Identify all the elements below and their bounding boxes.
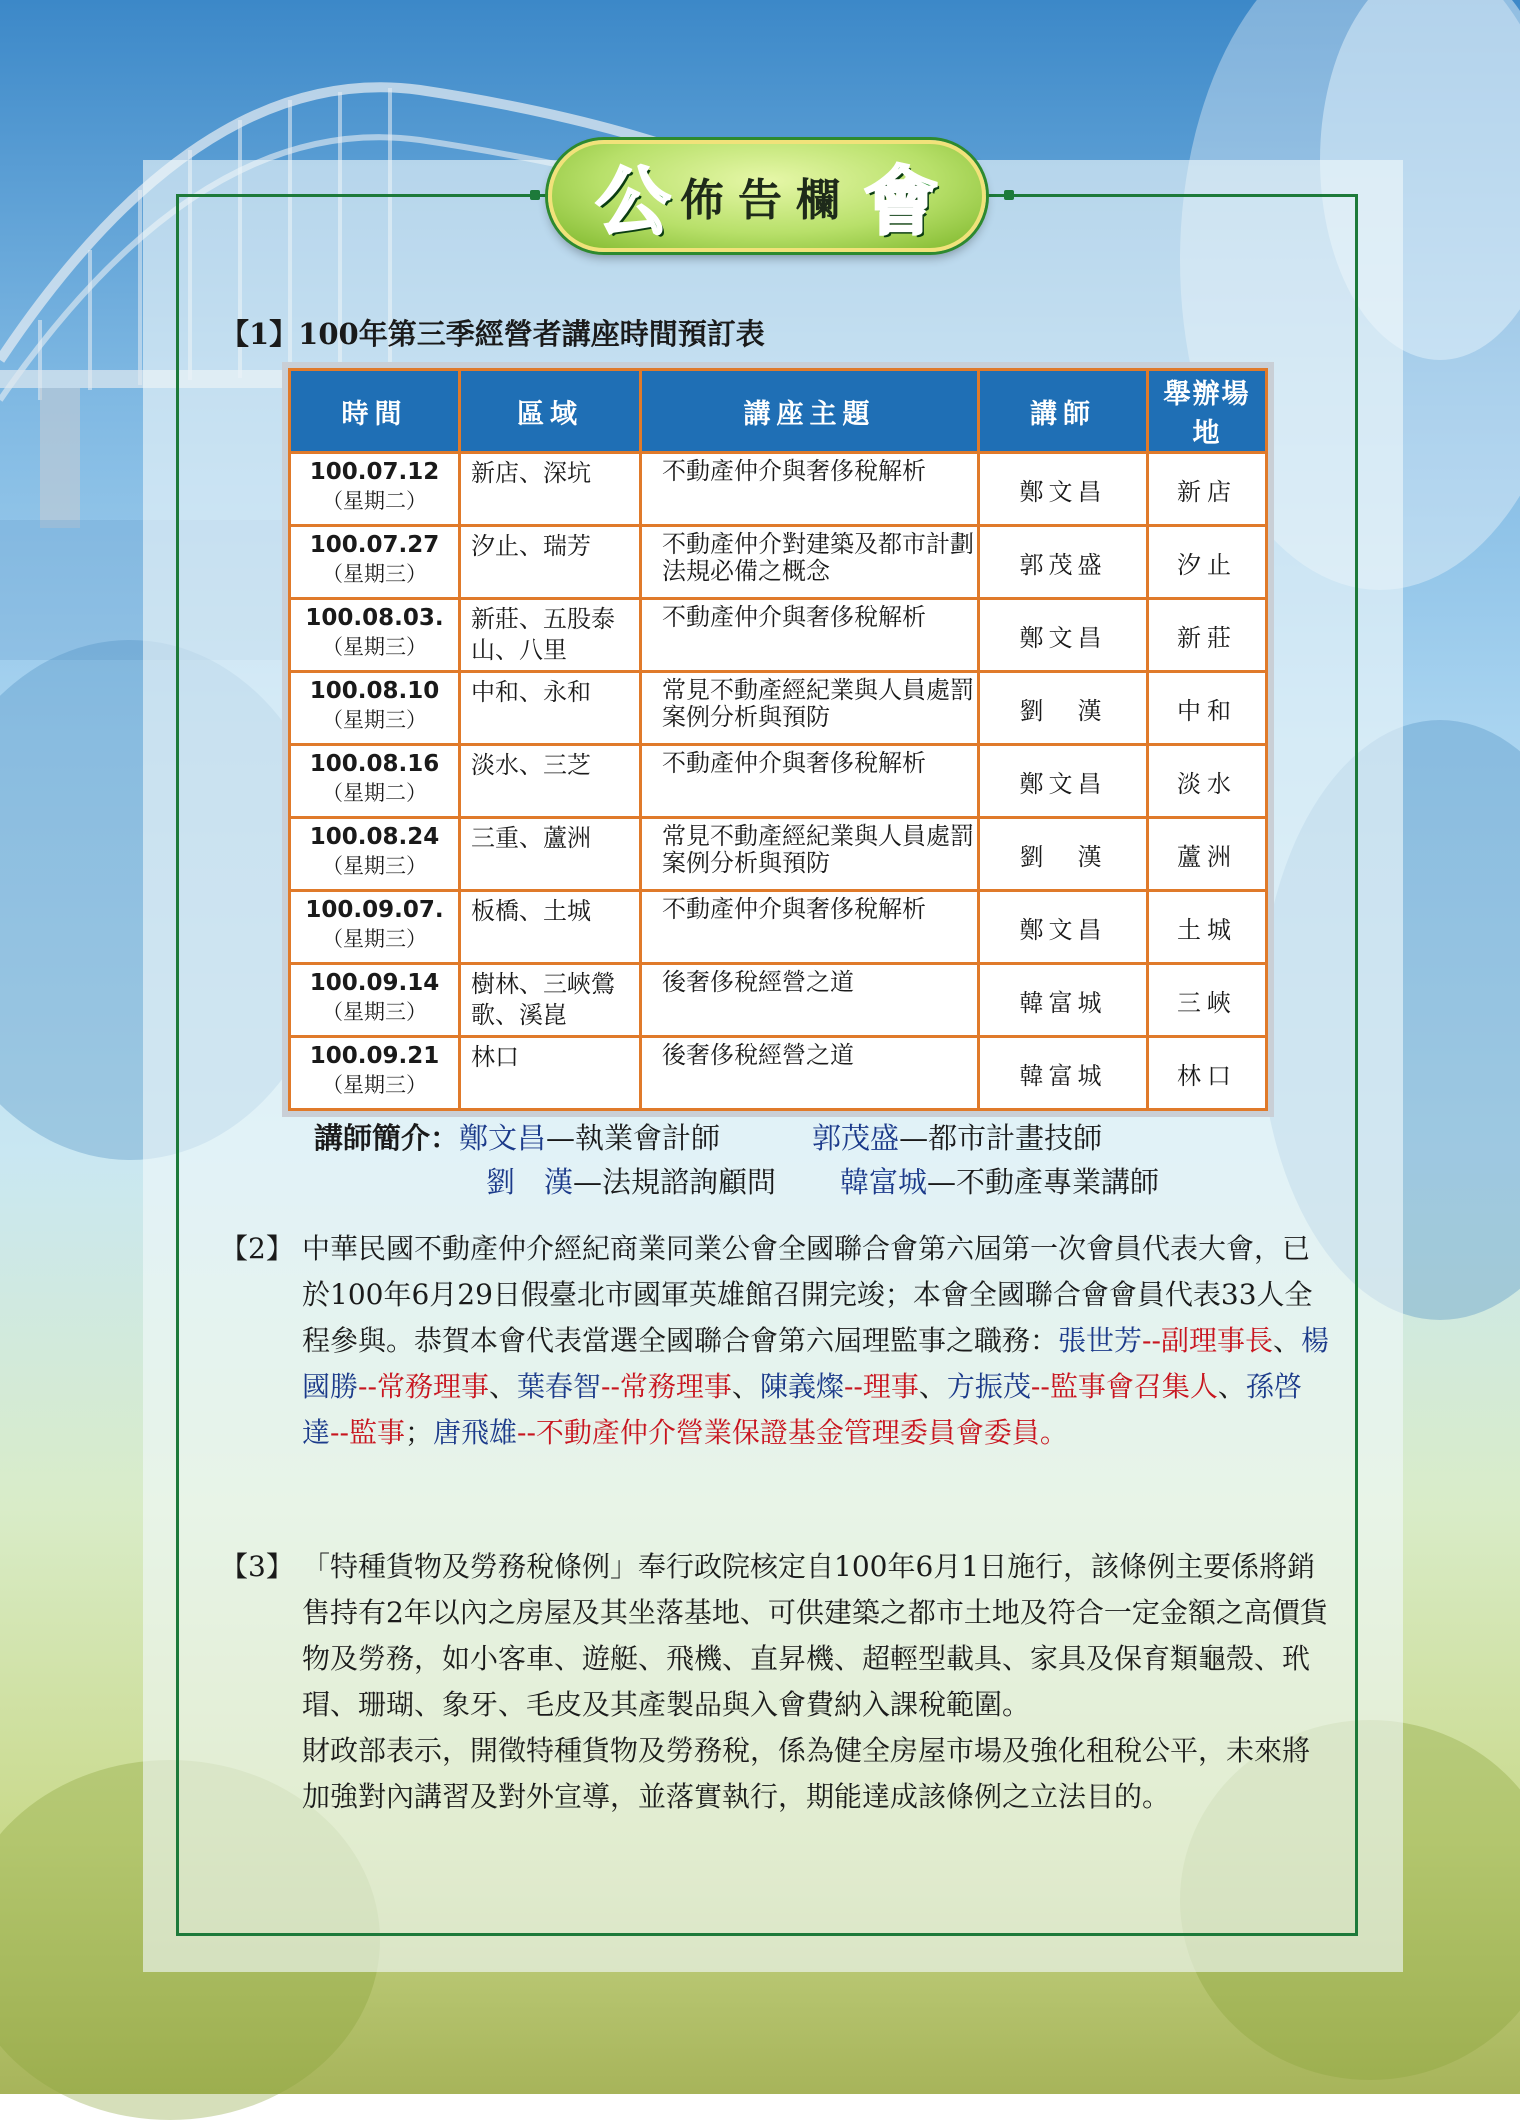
officer-separator: 、 [1217,1370,1246,1403]
cell-venue: 淡水 [1148,745,1267,818]
intro-title: —都市計畫技師 [899,1121,1103,1155]
cell-area: 中和、永和 [460,672,641,745]
cell-venue: 三峽 [1148,964,1267,1037]
cell-venue: 新莊 [1148,599,1267,672]
officer-separator: 、 [488,1370,517,1403]
lecture-schedule-table [288,368,1268,1111]
cell-topic: 後奢侈稅經營之道 [641,1037,979,1110]
header-area: 區域 [460,370,641,453]
cell-date [290,745,460,818]
officer-name: 葉春智 [516,1370,601,1403]
cell-venue: 林口 [1148,1037,1267,1110]
cell-date [290,891,460,964]
cell-topic: 不動產仲介與奢侈稅解析 [641,745,979,818]
officer-separator: 、 [918,1370,947,1403]
cell-venue: 中和 [1148,672,1267,745]
date-value: 100.09.14 [309,970,440,996]
intro-title: —執業會計師 [546,1121,721,1155]
officer-role: --監事 [330,1416,405,1449]
cell-date [290,1037,460,1110]
date-value: 100.09.07. [305,897,444,923]
cell-venue: 汐止 [1148,526,1267,599]
cell-topic: 不動產仲介對建築及都市計劃法規必備之概念 [641,526,979,599]
intro-title: —不動產專業講師 [927,1165,1160,1199]
intro-line-1 [314,1116,1159,1160]
cell-date [290,818,460,891]
table-row [290,745,1267,818]
header-topic: 講座主題 [641,370,979,453]
table-row [290,964,1267,1037]
section3-para2: 財政部表示，開徵特種貨物及勞務稅，係為健全房屋市場及強化租稅公平，未來將加強對內講習及對外宣導，並落實執行，期能達成該條例之立法目的。 [302,1734,1311,1813]
cell-lecturer: 劉 漢 [979,818,1148,891]
officer-name: 陳義燦 [759,1370,844,1403]
table-row [290,526,1267,599]
intro-name: 劉 漢 [486,1165,574,1199]
lecturer-intro [314,1116,1159,1204]
cell-venue: 新店 [1148,453,1267,526]
table-row [290,891,1267,964]
intro-title: —法規諮詢顧問 [573,1165,777,1199]
intro-label: 講師簡介： [314,1121,460,1155]
intro-name: 韓富城 [840,1165,928,1199]
date-value: 100.08.10 [309,678,440,704]
cell-topic: 不動產仲介與奢侈稅解析 [641,599,979,672]
cell-venue: 土城 [1148,891,1267,964]
date-value: 100.07.12 [309,459,440,485]
cell-topic: 後奢侈稅經營之道 [641,964,979,1037]
weekday-value: （星期三） [322,562,427,586]
date-value: 100.09.21 [309,1043,440,1069]
table-row [290,599,1267,672]
officer-separator: ； [404,1416,433,1449]
date-value: 100.08.16 [309,751,440,777]
officer-separator: 。 [1039,1416,1068,1449]
cell-lecturer: 鄭文昌 [979,599,1148,672]
section3-para1: 「特種貨物及勞務稅條例」奉行政院核定自100年6月1日施行，該條例主要係將銷售持有2年以內之房屋及其坐落基地、可供建築之都市土地及符合一定金額之高價貨物及勞務，如小客車、遊艇、飛機、直昇機、超輕型載具、家具及保育類龜殼、玳瑁、珊瑚、象牙、毛皮及其產製品與入會費納入課稅範圍。 [302,1550,1328,1721]
officer-role: --理事 [843,1370,919,1403]
weekday-value: （星期三） [322,635,427,659]
officer-role: --常務理事 [358,1370,489,1403]
cell-date [290,526,460,599]
weekday-value: （星期三） [322,1000,427,1024]
date-value: 100.07.27 [309,532,440,558]
officer-role: --不動產仲介營業保證基金管理委員會委員 [516,1416,1040,1449]
title-left-char: 公 [596,159,670,245]
cell-area: 樹林、三峽鶯歌、溪崑 [460,964,641,1037]
intro-line-2 [314,1160,1159,1204]
section2-paragraph [220,1226,1330,1456]
weekday-value: （星期二） [322,781,427,805]
header-time: 時間 [290,370,460,453]
title-right-char: 會 [864,159,938,245]
cell-topic: 不動產仲介與奢侈稅解析 [641,453,979,526]
weekday-value: （星期三） [322,1073,427,1097]
header-lecturer: 講師 [979,370,1148,453]
cell-lecturer: 鄭文昌 [979,891,1148,964]
date-value: 100.08.03. [305,605,444,631]
section3-prefix: 【3】 [220,1550,294,1583]
officer-role: --副理事長 [1142,1324,1273,1357]
cell-lecturer: 韓富城 [979,964,1148,1037]
table-row [290,672,1267,745]
cell-area: 板橋、土城 [460,891,641,964]
section1-title: 【1】100年第三季經營者講座時間預訂表 [220,317,765,351]
cell-date [290,599,460,672]
frame-dot-left [530,190,540,200]
officer-role: --監事會召集人 [1030,1370,1218,1403]
cell-area: 林口 [460,1037,641,1110]
cell-lecturer: 鄭文昌 [979,745,1148,818]
table-header-row [290,370,1267,453]
cell-date [290,964,460,1037]
cell-topic: 常見不動產經紀業與人員處罰案例分析與預防 [641,818,979,891]
officer-name: 孫啓達 [302,1370,1302,1449]
weekday-value: （星期三） [322,854,427,878]
cell-lecturer: 鄭文昌 [979,453,1148,526]
section3-paragraph [220,1544,1330,1820]
table-row [290,818,1267,891]
officer-separator: 、 [1272,1324,1301,1357]
table-row [290,453,1267,526]
weekday-value: （星期二） [322,489,427,513]
cell-date [290,672,460,745]
weekday-value: （星期三） [322,927,427,951]
cell-date [290,453,460,526]
cell-topic: 常見不動產經紀業與人員處罰案例分析與預防 [641,672,979,745]
section2-prefix: 【2】 [220,1232,294,1265]
bulletin-board-title-badge [548,140,986,252]
title-middle: 佈告欄 [680,175,854,226]
cell-lecturer: 韓富城 [979,1037,1148,1110]
cell-area: 汐止、瑞芳 [460,526,641,599]
section2-body [220,1226,1330,1456]
cell-lecturer: 郭茂盛 [979,526,1148,599]
header-venue: 舉辦場地 [1148,370,1267,453]
officer-separator: 、 [731,1370,760,1403]
cell-area: 三重、蘆洲 [460,818,641,891]
officer-role: --常務理事 [600,1370,732,1403]
intro-name: 鄭文昌 [459,1121,547,1155]
cell-area: 新店、深坑 [460,453,641,526]
frame-dot-right [1004,190,1014,200]
cell-lecturer: 劉 漢 [979,672,1148,745]
officer-name: 楊國勝 [302,1324,1329,1403]
date-value: 100.08.24 [309,824,440,850]
section2-text: 中華民國不動產仲介經紀商業同業公會全國聯合會第六屆第一次會員代表大會，已於100年6月29日假臺北市國軍英雄館召開完竣；本會全國聯合會會員代表33人全程參與。恭賀本會代表當選全國聯合會第六屆理監事之職務： [302,1232,1313,1357]
cell-venue: 蘆洲 [1148,818,1267,891]
intro-name: 郭茂盛 [812,1121,900,1155]
weekday-value: （星期三） [322,708,427,732]
officer-name: 方振茂 [946,1370,1031,1403]
officer-name: 張世芳 [1058,1324,1143,1357]
cell-area: 淡水、三芝 [460,745,641,818]
officer-name: 唐飛雄 [432,1416,517,1449]
cell-area: 新莊、五股泰山、八里 [460,599,641,672]
cell-topic: 不動產仲介與奢侈稅解析 [641,891,979,964]
table-row [290,1037,1267,1110]
